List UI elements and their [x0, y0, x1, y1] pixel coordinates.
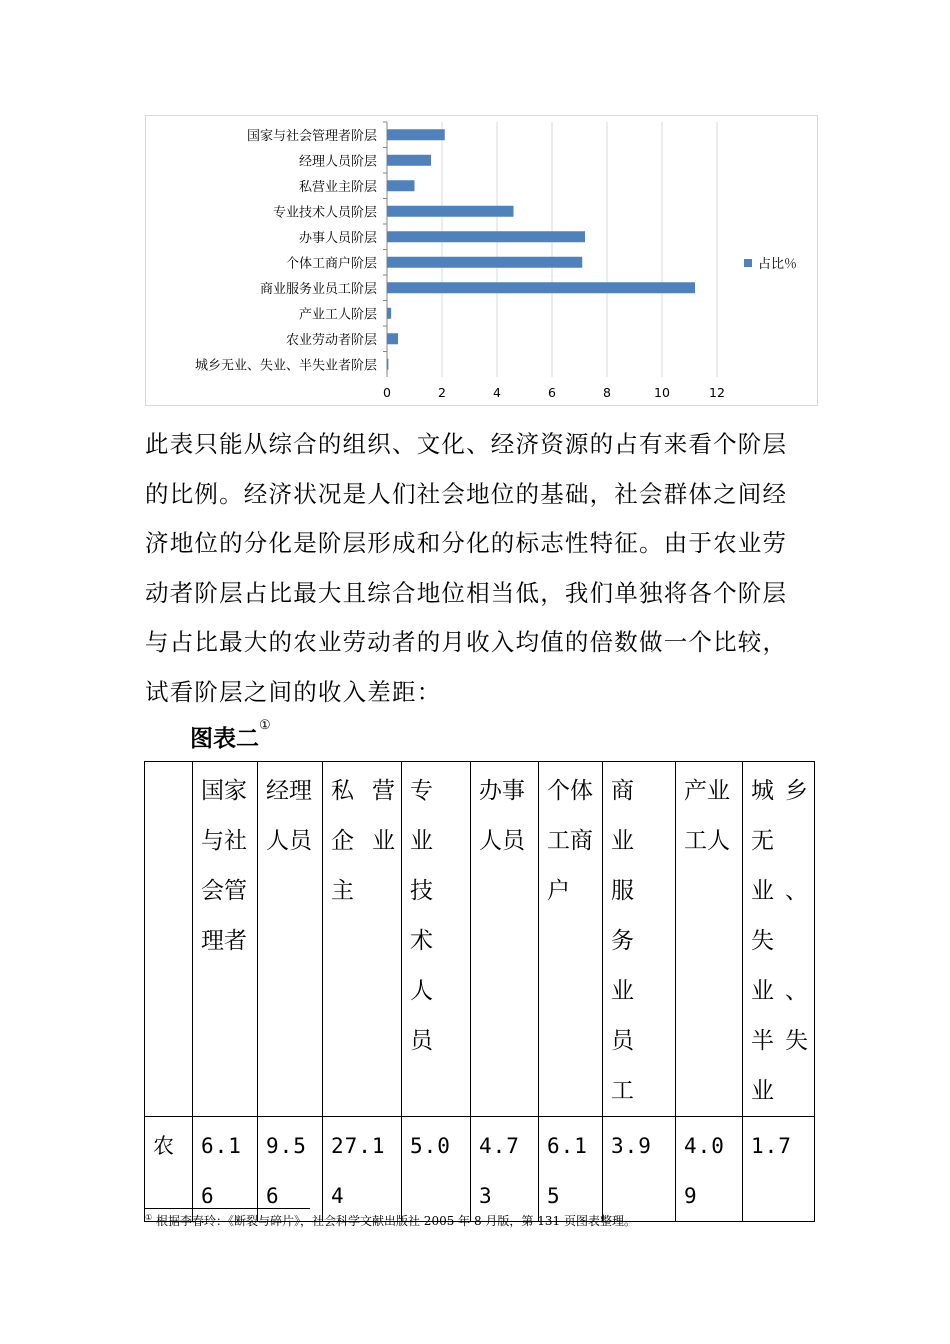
chart2-title-text: 图表二	[190, 725, 259, 752]
bar	[387, 308, 391, 319]
row-label: 农	[145, 1117, 193, 1222]
category-label: 办事人员阶层	[298, 230, 377, 246]
table-cell: 3.9	[603, 1117, 676, 1222]
income-ratio-table	[144, 761, 815, 1222]
x-tick-label: 2	[438, 385, 446, 400]
footnote-ref-mark: ①	[259, 718, 271, 733]
category-label: 国家与社会管理者阶层	[246, 128, 377, 144]
footnote-mark: ①	[145, 1213, 153, 1222]
table-cell: 6.16	[193, 1117, 258, 1222]
table-cell: 6.15	[539, 1117, 603, 1222]
category-label: 城乡无业、失业、半失业者阶层	[194, 358, 377, 374]
header-cell-private-owners: 私营企业主	[323, 762, 402, 1117]
header-cell-service-workers: 商业服务业员工	[603, 762, 676, 1117]
footnote-separator	[145, 1208, 310, 1209]
header-cell-professionals: 专业技术人员	[402, 762, 471, 1117]
table-cell: 9.56	[258, 1117, 323, 1222]
table-cell: 5.0	[402, 1117, 471, 1222]
x-tick-label: 12	[709, 385, 725, 400]
category-label: 农业劳动者阶层	[285, 332, 377, 348]
footnote	[145, 1212, 636, 1229]
legend-label: 占比％	[758, 257, 798, 272]
bar	[387, 333, 398, 344]
table-cell: 4.73	[471, 1117, 539, 1222]
bar	[387, 257, 582, 268]
chart2-title	[190, 720, 271, 753]
header-cell-clerks: 办事人员	[471, 762, 539, 1117]
legend-swatch	[744, 259, 752, 267]
bar	[387, 129, 445, 140]
category-label: 私营业主阶层	[298, 179, 377, 195]
table-cell: 4.09	[676, 1117, 743, 1222]
x-tick-label: 4	[493, 385, 501, 400]
category-label: 经理人员阶层	[298, 154, 377, 170]
bar	[387, 231, 585, 242]
header-cell-state-managers: 国家与社会管理者	[193, 762, 258, 1117]
bar-chart-svg	[146, 116, 819, 407]
bar	[387, 282, 695, 293]
category-label: 商业服务业员工阶层	[259, 281, 377, 297]
table-cell: 1.7	[743, 1117, 815, 1222]
table-row	[145, 1117, 815, 1222]
header-cell-managers: 经理人员	[258, 762, 323, 1117]
x-tick-label: 10	[654, 385, 670, 400]
header-cell-self-employed: 个体工商户	[539, 762, 603, 1117]
body-paragraph: 此表只能从综合的组织、文化、经济资源的占有来看个阶层的比例。经济状况是人们社会地位的基础，社会群体之间经济地位的分化是阶层形成和分化的标志性特征。由于农业劳动者阶层占比最大且综合地位相当低，我们单独将各个阶层与占比最大的农业劳动者的月收入均值的倍数做一个比较，试看阶层之间的收入差距：	[145, 430, 788, 706]
x-tick-label: 8	[603, 385, 611, 400]
category-label: 专业技术人员阶层	[272, 205, 377, 221]
bar	[387, 359, 388, 370]
bar	[387, 206, 514, 217]
header-cell-unemployed: 城乡无业、失业、半失业	[743, 762, 815, 1117]
header-cell-industrial-workers: 产业工人	[676, 762, 743, 1117]
bar	[387, 180, 415, 191]
table-cell: 27.14	[323, 1117, 402, 1222]
bar-chart	[145, 115, 818, 406]
x-tick-label: 6	[548, 385, 556, 400]
bar	[387, 155, 431, 166]
footnote-text: 根据李春玲：《断裂与碎片》，社会科学文献出版社 2005 年 8 月版，第 131 页图表整理。	[152, 1214, 636, 1228]
header-cell-blank	[145, 762, 193, 1117]
x-tick-label: 0	[383, 385, 391, 400]
category-label: 个体工商户阶层	[285, 256, 377, 272]
category-label: 产业工人阶层	[298, 307, 377, 323]
